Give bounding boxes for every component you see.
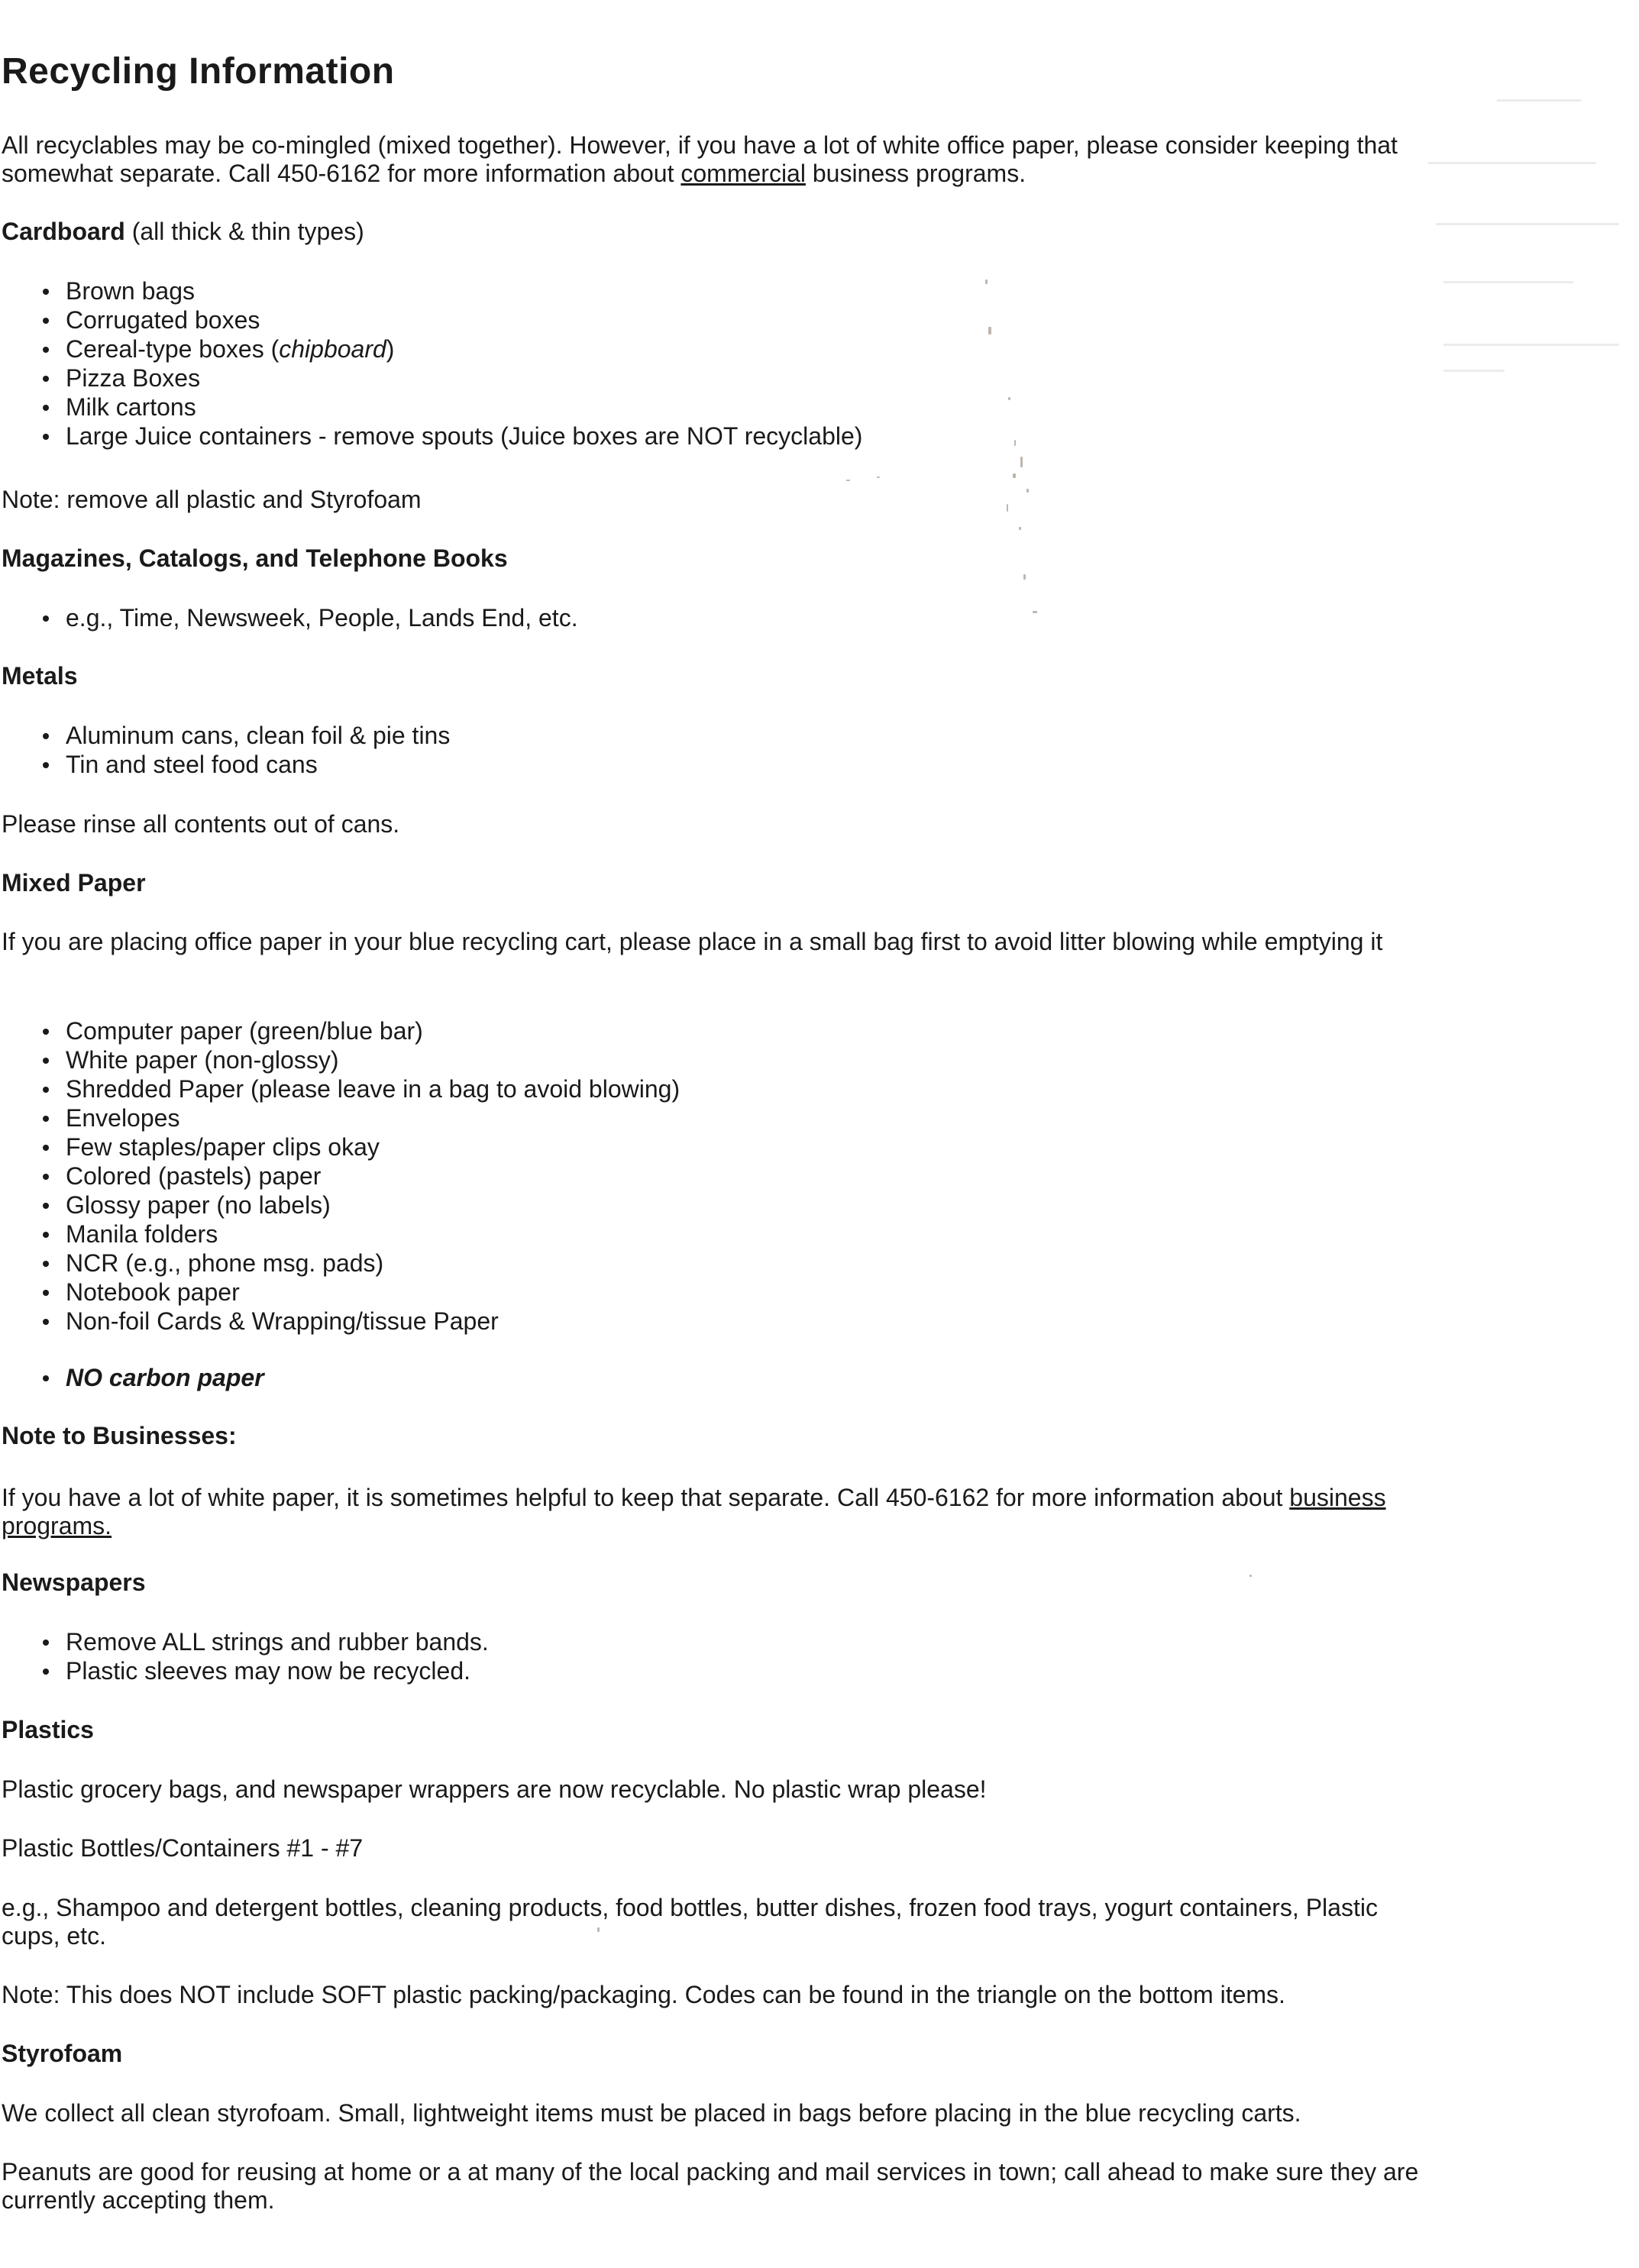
commercial-link[interactable]: commercial (680, 160, 806, 187)
list-item: Plastic sleeves may now be recycled. (66, 1656, 489, 1685)
chipboard-term: chipboard (279, 335, 386, 363)
list-item: Large Juice containers - remove spouts (Juice boxes are NOT recyclable) (66, 422, 863, 450)
mixed-paper-exclusion-list (0, 1363, 264, 1392)
bleed-through-mark (1443, 370, 1505, 372)
scan-speck (1007, 504, 1008, 512)
page-title: Recycling Information (2, 51, 395, 92)
list-item: Envelopes (66, 1103, 680, 1132)
list-item: Tin and steel food cans (66, 750, 450, 779)
scan-speck (1249, 1575, 1252, 1577)
scan-speck (1013, 473, 1016, 478)
intro-paragraph (2, 131, 1436, 188)
scan-speck (877, 477, 880, 478)
newspapers-list (0, 1627, 489, 1685)
plastics-heading: Plastics (2, 1716, 94, 1743)
metals-heading: Metals (2, 662, 78, 690)
scan-speck (1008, 397, 1010, 400)
styrofoam-paragraph-1: We collect all clean styrofoam. Small, lightweight items must be placed in bags before placing in the blue recycling carts. (2, 2099, 1301, 2127)
scan-speck (1020, 457, 1023, 467)
magazines-list (0, 603, 578, 632)
list-item: Manila folders (66, 1220, 680, 1249)
mixed-paper-heading: Mixed Paper (2, 869, 146, 897)
bleed-through-mark (1443, 344, 1619, 346)
list-item-text: ) (386, 335, 395, 363)
cardboard-heading (2, 218, 364, 246)
list-item: Shredded Paper (please leave in a bag to avoid blowing) (66, 1075, 680, 1103)
magazines-heading: Magazines, Catalogs, and Telephone Books (2, 544, 508, 572)
plastics-paragraph-2: Plastic Bottles/Containers #1 - #7 (2, 1834, 364, 1862)
no-carbon-paper-item: NO carbon paper (66, 1364, 264, 1391)
metals-list (0, 721, 450, 779)
newspapers-heading: Newspapers (2, 1569, 146, 1596)
intro-text-start: All recyclables may be co-mingled (mixed together). However, if you have a lot of white office paper, please consider keeping that somewhat separate. Call 450-6162 for more information about (2, 131, 1398, 187)
businesses-heading: Note to Businesses: (2, 1422, 237, 1449)
list-item: NCR (e.g., phone msg. pads) (66, 1249, 680, 1278)
list-item: Pizza Boxes (66, 363, 862, 393)
business-programs-link[interactable]: business programs. (2, 1484, 1386, 1539)
list-item: Corrugated boxes (66, 305, 862, 334)
scan-speck (597, 1927, 600, 1932)
list-item: Few staples/paper clips okay (66, 1132, 680, 1161)
list-item: Non-foil Cards & Wrapping/tissue Paper (66, 1307, 680, 1336)
plastics-paragraph-3: e.g., Shampoo and detergent bottles, cleaning products, food bottles, butter dishes, frozen food trays, yogurt containers, Plastic cups, etc. (2, 1894, 1378, 1950)
plastics-note: Note: This does NOT include SOFT plastic packing/packaging. Codes can be found in the triangle on the bottom items. (2, 1981, 1285, 2008)
list-item: Brown bags (66, 276, 862, 305)
list-item-text: Cereal-type boxes ( (66, 335, 280, 363)
styrofoam-paragraph-2: Peanuts are good for reusing at home or a at many of the local packing and mail services in town; call ahead to make sure they are currently accepting them. (2, 2158, 1419, 2214)
scan-speck (1014, 440, 1016, 446)
cardboard-heading-text: Cardboard (2, 218, 125, 245)
scan-speck (985, 279, 988, 284)
intro-text-end: business programs. (805, 160, 1026, 187)
metals-note: Please rinse all contents out of cans. (2, 810, 400, 838)
plastics-paragraph-1: Plastic grocery bags, and newspaper wrappers are now recyclable. No plastic wrap please! (2, 1775, 987, 1803)
businesses-text: If you have a lot of white paper, it is sometimes helpful to keep that separate. Call 450-6162 for more information about (2, 1484, 1290, 1511)
list-item: Colored (pastels) paper (66, 1161, 680, 1191)
list-item: Aluminum cans, clean foil & pie tins (66, 722, 451, 749)
bleed-through-mark (1436, 223, 1619, 225)
scan-speck (846, 480, 850, 481)
scan-speck (1023, 574, 1026, 580)
cardboard-note: Note: remove all plastic and Styrofoam (2, 486, 422, 513)
bleed-through-mark (1428, 162, 1596, 164)
businesses-paragraph (2, 1484, 1436, 1540)
list-item: White paper (non-glossy) (66, 1045, 680, 1074)
scan-speck (988, 327, 991, 334)
mixed-paper-intro: If you are placing office paper in your blue recycling cart, please place in a small bag first to avoid litter blowing while emptying it (2, 928, 1383, 955)
list-item: Notebook paper (66, 1278, 680, 1307)
mixed-paper-list (0, 1016, 680, 1336)
cardboard-list (0, 276, 862, 451)
bleed-through-mark (1497, 99, 1581, 102)
scan-speck (1033, 611, 1037, 613)
list-item: Milk cartons (66, 393, 862, 422)
list-item (66, 334, 862, 363)
scan-speck (1026, 489, 1029, 493)
list-item: Glossy paper (no labels) (66, 1191, 680, 1220)
cardboard-subheading: (all thick & thin types) (124, 218, 364, 245)
scan-speck (1019, 527, 1021, 530)
list-item: Computer paper (green/blue bar) (66, 1016, 680, 1045)
list-item: e.g., Time, Newsweek, People, Lands End, etc. (66, 604, 578, 632)
list-item: Remove ALL strings and rubber bands. (66, 1628, 489, 1656)
bleed-through-mark (1443, 281, 1573, 283)
styrofoam-heading: Styrofoam (2, 2040, 123, 2067)
